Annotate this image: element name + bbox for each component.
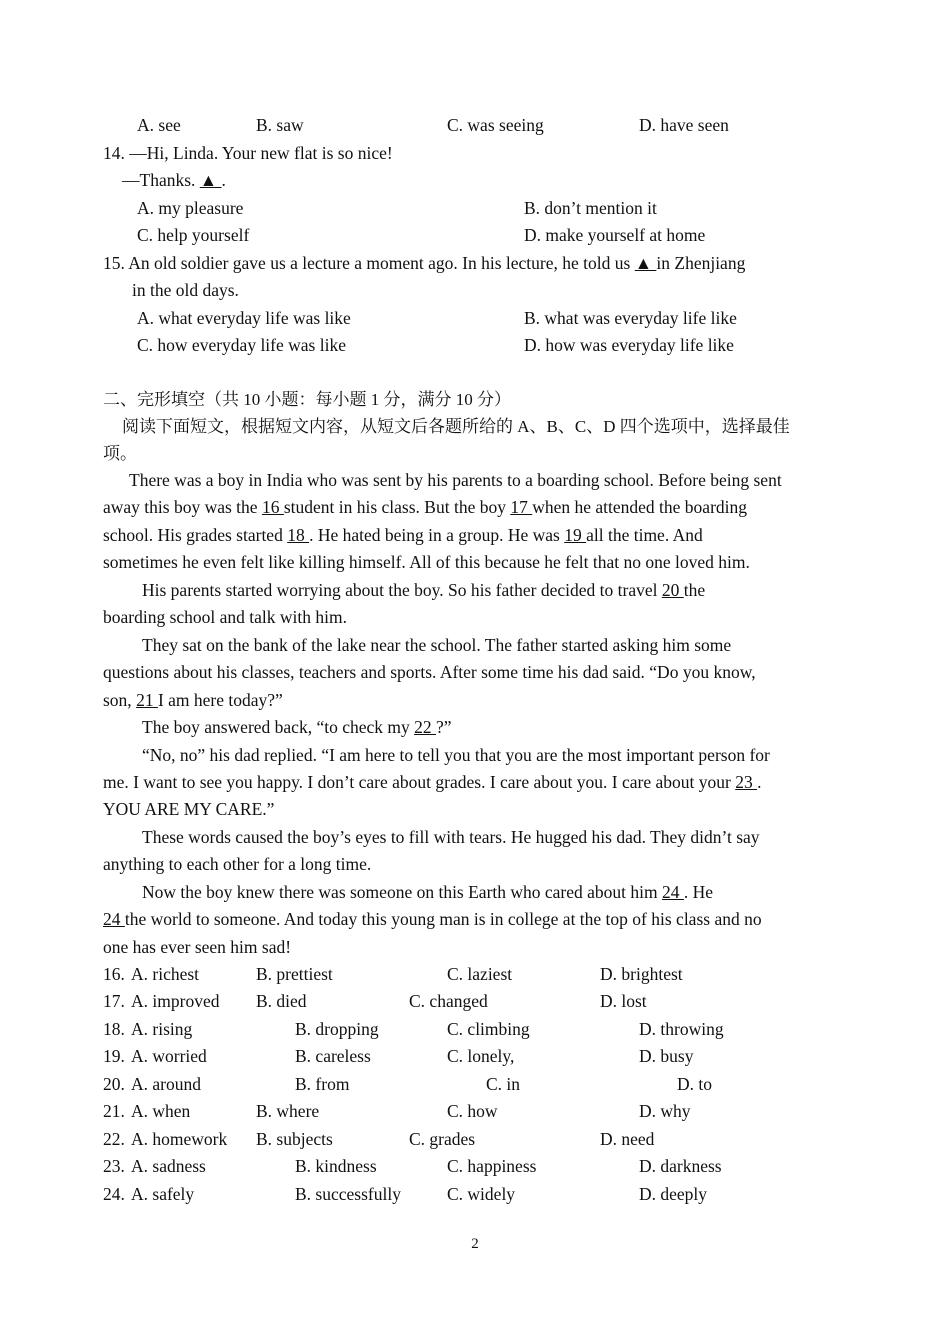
q22-option-d: D. need bbox=[600, 1129, 655, 1149]
q20-option-d: D. to bbox=[677, 1074, 712, 1094]
q18-option-b: B. dropping bbox=[295, 1019, 379, 1039]
blank-17: 17 bbox=[510, 497, 533, 517]
q24-option-a: A. safely bbox=[131, 1184, 195, 1204]
q14-option-a: A. my pleasure bbox=[137, 198, 244, 218]
q13-option-a: A. see bbox=[137, 115, 181, 135]
q21-option-a: A. when bbox=[131, 1101, 191, 1121]
q21-option-c: C. how bbox=[447, 1101, 498, 1121]
blank-23: 23 bbox=[735, 772, 758, 792]
q15-blank: ▲ bbox=[634, 253, 657, 273]
q17-option-a: A. improved bbox=[131, 991, 220, 1011]
q16-option-d: D. brightest bbox=[600, 964, 683, 984]
passage-line: His parents started worrying about the boy. So his father decided to travel 20 the bbox=[142, 580, 706, 600]
q18-number: 18. bbox=[103, 1019, 125, 1039]
passage-line: There was a boy in India who was sent by his parents to a boarding school. Before being sent bbox=[129, 470, 782, 490]
passage-line: 24 the world to someone. And today this young man is in college at the top of his class and no bbox=[103, 909, 762, 929]
q19-option-c: C. lonely, bbox=[447, 1046, 515, 1066]
section-instruction: 阅读下面短文，根据短文内容，从短文后各题所给的 A、B、C、D 四个选项中，选择最佳 bbox=[122, 417, 790, 436]
q17-number: 17. bbox=[103, 991, 125, 1011]
q18-option-d: D. throwing bbox=[639, 1019, 724, 1039]
q14-stem: 14. —Hi, Linda. Your new flat is so nice! bbox=[103, 143, 393, 163]
q22-option-c: C. grades bbox=[409, 1129, 476, 1149]
q22-number: 22. bbox=[103, 1129, 125, 1149]
q15-option-d: D. how was everyday life like bbox=[524, 335, 734, 355]
passage-line: school. His grades started 18 . He hated being in a group. He was 19 all the time. And bbox=[103, 525, 703, 545]
passage-line: YOU ARE MY CARE.” bbox=[103, 799, 275, 819]
q22-option-a: A. homework bbox=[131, 1129, 228, 1149]
blank-16: 16 bbox=[261, 497, 284, 517]
q15-option-a: A. what everyday life was like bbox=[137, 308, 351, 328]
passage-line: questions about his classes, teachers and sports. After some time his dad said. “Do you know, bbox=[103, 662, 756, 682]
q16-option-b: B. prettiest bbox=[256, 964, 333, 984]
q23-option-d: D. darkness bbox=[639, 1156, 722, 1176]
q20-number: 20. bbox=[103, 1074, 125, 1094]
q16-option-c: C. laziest bbox=[447, 964, 513, 984]
q16-number: 16. bbox=[103, 964, 125, 984]
q24-number: 24. bbox=[103, 1184, 125, 1204]
q23-option-a: A. sadness bbox=[131, 1156, 206, 1176]
q14-reply: —Thanks. ▲ . bbox=[122, 170, 226, 190]
passage-line: Now the boy knew there was someone on this Earth who cared about him 24 . He bbox=[142, 882, 714, 902]
q21-option-d: D. why bbox=[639, 1101, 691, 1121]
q13-option-d: D. have seen bbox=[639, 115, 729, 135]
q19-option-a: A. worried bbox=[131, 1046, 207, 1066]
q20-option-b: B. from bbox=[295, 1074, 350, 1094]
passage-line: boarding school and talk with him. bbox=[103, 607, 347, 627]
q15-stem: 15. An old soldier gave us a lecture a moment ago. In his lecture, he told us ▲ in Zhenjiang bbox=[103, 253, 746, 273]
q19-option-d: D. busy bbox=[639, 1046, 694, 1066]
q17-option-c: C. changed bbox=[409, 991, 488, 1011]
q17-option-d: D. lost bbox=[600, 991, 647, 1011]
q17-option-b: B. died bbox=[256, 991, 307, 1011]
passage-line: “No, no” his dad replied. “I am here to tell you that you are the most important person for bbox=[142, 745, 770, 765]
passage-line: sometimes he even felt like killing himself. All of this because he felt that no one loved him. bbox=[103, 552, 750, 572]
blank-19: 19 bbox=[564, 525, 587, 545]
q15-option-c: C. how everyday life was like bbox=[137, 335, 346, 355]
section-instruction-cont: 项。 bbox=[103, 444, 137, 463]
blank-22: 22 bbox=[414, 717, 436, 737]
q20-option-c: C. in bbox=[486, 1074, 521, 1094]
q22-option-b: B. subjects bbox=[256, 1129, 333, 1149]
blank-20: 20 bbox=[661, 580, 684, 600]
section-title: 二、完形填空（共 10 小题：每小题 1 分，满分 10 分） bbox=[103, 390, 511, 409]
passage-line: These words caused the boy’s eyes to fill with tears. He hugged his dad. They didn’t say bbox=[142, 827, 760, 847]
q23-option-c: C. happiness bbox=[447, 1156, 537, 1176]
page-number: 2 bbox=[471, 1236, 479, 1252]
q16-option-a: A. richest bbox=[131, 964, 200, 984]
q14-option-b: B. don’t mention it bbox=[524, 198, 657, 218]
q13-option-c: C. was seeing bbox=[447, 115, 544, 135]
q15-stem-cont: in the old days. bbox=[132, 280, 239, 300]
q14-option-d: D. make yourself at home bbox=[524, 225, 706, 245]
blank-24: 24 bbox=[662, 882, 684, 902]
q24-option-b: B. successfully bbox=[295, 1184, 401, 1204]
q21-option-b: B. where bbox=[256, 1101, 320, 1121]
passage-line: The boy answered back, “to check my 22 ?” bbox=[142, 717, 452, 737]
passage-line: son, 21 I am here today?” bbox=[103, 690, 283, 710]
passage-line: me. I want to see you happy. I don’t care about grades. I care about you. I care about your 23 . bbox=[103, 772, 762, 792]
passage-line: one has ever seen him sad! bbox=[103, 937, 292, 957]
passage-line: They sat on the bank of the lake near the school. The father started asking him some bbox=[142, 635, 732, 655]
passage-line: away this boy was the 16 student in his class. But the boy 17 when he attended the boarding bbox=[103, 497, 748, 517]
q14-option-c: C. help yourself bbox=[137, 225, 250, 245]
q23-option-b: B. kindness bbox=[295, 1156, 377, 1176]
blank-21: 21 bbox=[136, 690, 158, 710]
q21-number: 21. bbox=[103, 1101, 125, 1121]
q19-number: 19. bbox=[103, 1046, 125, 1066]
q15-option-b: B. what was everyday life like bbox=[524, 308, 737, 328]
q23-number: 23. bbox=[103, 1156, 125, 1176]
q18-option-a: A. rising bbox=[131, 1019, 193, 1039]
q24-option-d: D. deeply bbox=[639, 1184, 708, 1204]
passage-line: anything to each other for a long time. bbox=[103, 854, 372, 874]
blank-24-second: 24 bbox=[103, 909, 125, 929]
q18-option-c: C. climbing bbox=[447, 1019, 530, 1039]
blank-18: 18 bbox=[287, 525, 310, 545]
q14-blank: ▲ bbox=[199, 170, 222, 190]
q20-option-a: A. around bbox=[131, 1074, 201, 1094]
q19-option-b: B. careless bbox=[295, 1046, 371, 1066]
q24-option-c: C. widely bbox=[447, 1184, 516, 1204]
q13-option-b: B. saw bbox=[256, 115, 304, 135]
